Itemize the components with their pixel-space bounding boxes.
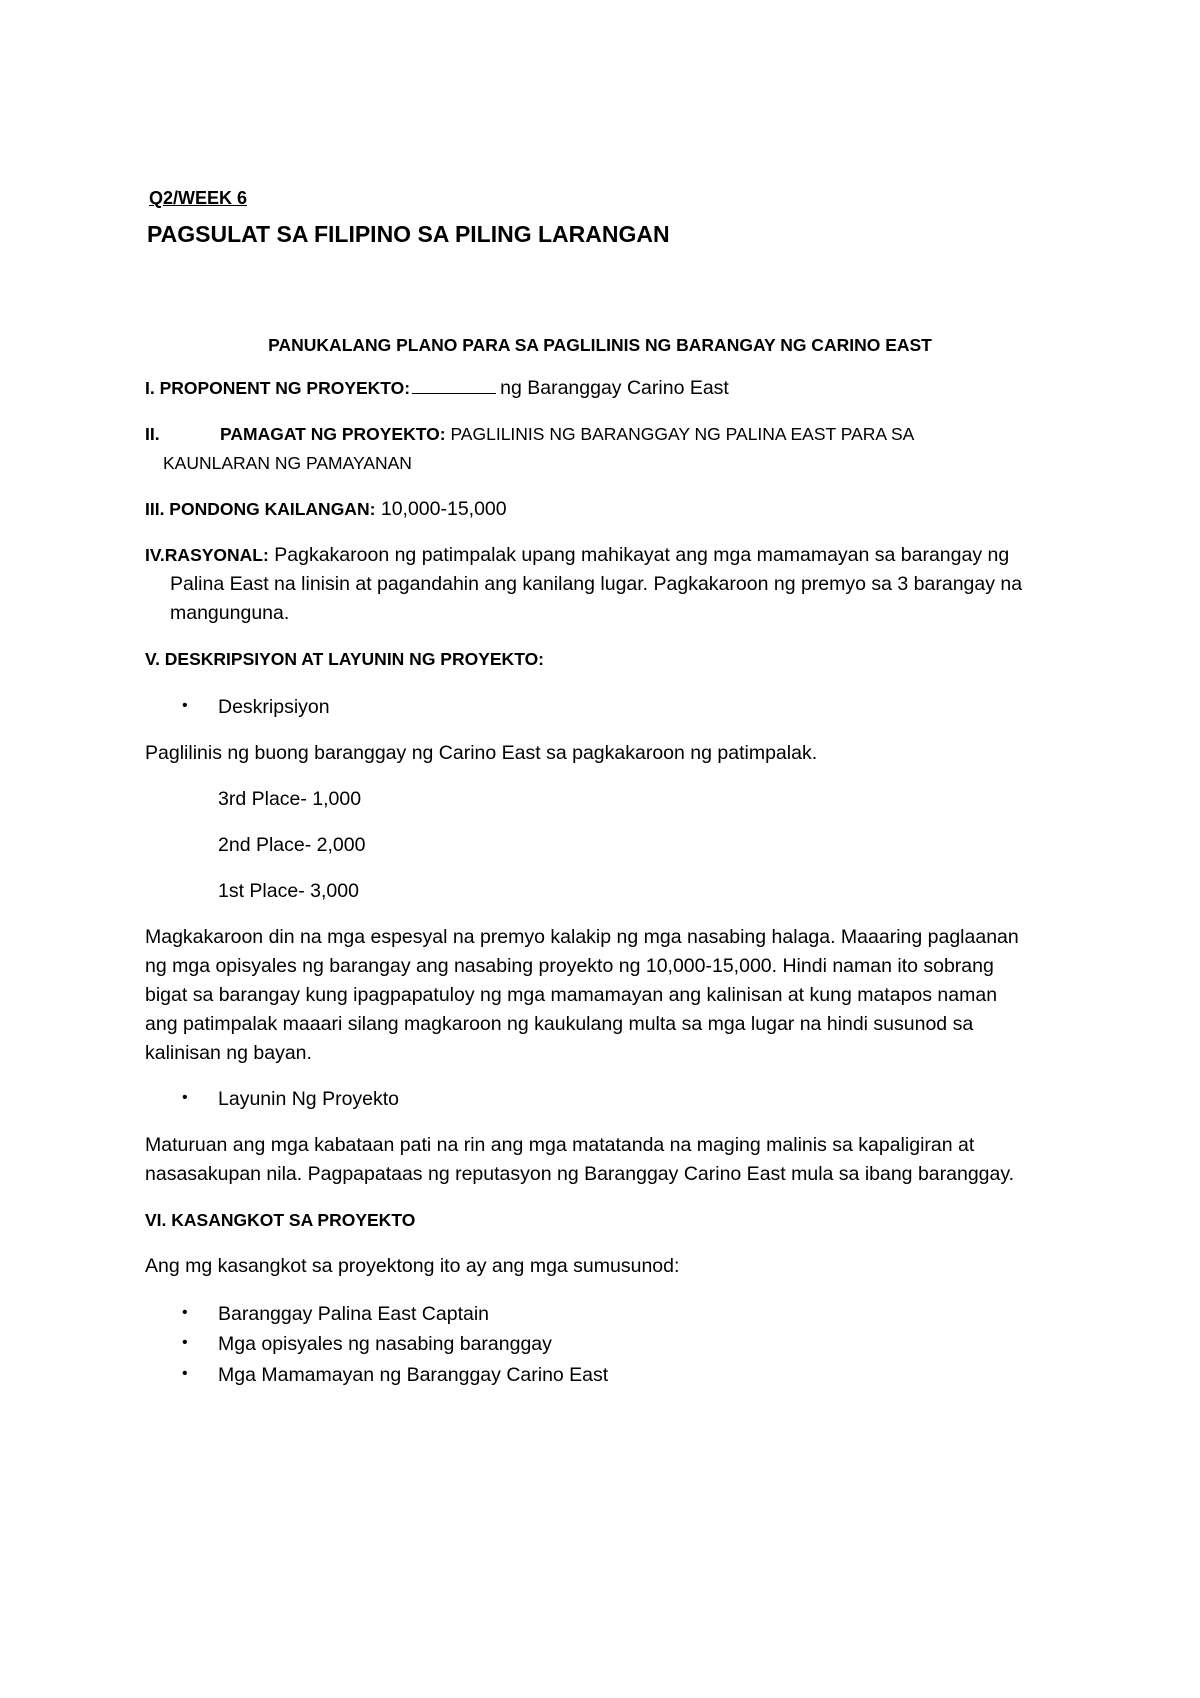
deskripsiyon-para-line: kalinisan ng bayan. <box>145 1042 312 1064</box>
section-pamagat-line2: KAUNLARAN NG PAMAYANAN <box>163 453 412 473</box>
bullet-icon: • <box>182 1089 188 1106</box>
bullet-icon: • <box>182 1365 188 1382</box>
prize-item: 2nd Place- 2,000 <box>218 834 366 856</box>
rasyonal-line3: mangunguna. <box>170 602 290 624</box>
section-label: RASYONAL: <box>164 545 269 565</box>
deskripsiyon-para-line: ng mga opisyales ng barangay ang nasabing proyekto ng 10,000-15,000. Hindi naman ito sobrang <box>145 955 994 977</box>
document-title: PANUKALANG PLANO PARA SA PAGLILINIS NG BARANGAY NG CARINO EAST <box>268 335 932 355</box>
bullet-icon: • <box>182 1334 188 1351</box>
section-label: III. PONDONG KAILANGAN: <box>145 499 376 519</box>
section-proponent <box>145 374 729 403</box>
bullet-icon: • <box>182 1304 188 1321</box>
section-number: II. <box>145 424 160 444</box>
section-rasyonal <box>145 541 1009 570</box>
section-text: PAGLILINIS NG BARANGGAY NG PALINA EAST PARA SA <box>450 424 915 444</box>
bullet-layunin: Layunin Ng Proyekto <box>218 1088 400 1110</box>
week-label: Q2/WEEK 6 <box>149 188 248 208</box>
bullet-icon: • <box>182 697 188 714</box>
prize-item: 1st Place- 3,000 <box>218 880 359 902</box>
kasangkot-item: Mga Mamamayan ng Baranggay Carino East <box>218 1364 609 1386</box>
section-pondo <box>145 495 507 524</box>
prize-item: 3rd Place- 1,000 <box>218 788 362 810</box>
bullet-deskripsiyon: Deskripsiyon <box>218 696 330 718</box>
subject-title: PAGSULAT SA FILIPINO SA PILING LARANGAN <box>147 221 670 247</box>
deskripsiyon-para-line: ang patimpalak maaari silang magkaroon ng kaukulang multa sa mga lugar na hindi susunod sa <box>145 1013 974 1035</box>
section-text: ng Baranggay Carino East <box>500 377 729 399</box>
layunin-para-line: nasasakupan nila. Pagpapataas ng reputasyon ng Baranggay Carino East mula sa ibang baranggay. <box>145 1163 1015 1185</box>
blank-line <box>412 377 496 394</box>
section-text: 10,000-15,000 <box>380 498 507 520</box>
section-number: IV. <box>145 545 165 565</box>
deskripsiyon-para-line: bigat sa barangay kung ipagpapatuloy ng mga mamamayan ang kalinisan at kung matapos naman <box>145 984 998 1006</box>
section-pamagat-line1 <box>220 420 914 449</box>
deskripsiyon-para-line: Magkakaroon din na mga espesyal na premyo kalakip ng mga nasabing halaga. Maaaring paglaanan <box>145 926 1019 948</box>
rasyonal-line2: Palina East na linisin at pagandahin ang kanilang lugar. Pagkakaroon ng premyo sa 3 barangay na <box>170 573 1023 595</box>
layunin-para-line: Maturuan ang mga kabataan pati na rin ang mga matatanda na maging malinis sa kapaligiran at <box>145 1134 975 1156</box>
deskripsiyon-intro: Paglilinis ng buong baranggay ng Carino East sa pagkakaroon ng patimpalak. <box>145 742 818 764</box>
section-kasangkot: VI. KASANGKOT SA PROYEKTO <box>145 1210 416 1230</box>
section-deskripsiyon-layunin: V. DESKRIPSIYON AT LAYUNIN NG PROYEKTO: <box>145 649 545 669</box>
section-label: I. PROPONENT NG PROYEKTO: <box>145 378 411 398</box>
kasangkot-intro: Ang mg kasangkot sa proyektong ito ay ang mga sumusunod: <box>145 1255 680 1277</box>
section-label: PAMAGAT NG PROYEKTO: <box>220 424 446 444</box>
kasangkot-item: Baranggay Palina East Captain <box>218 1303 490 1325</box>
kasangkot-item: Mga opisyales ng nasabing baranggay <box>218 1333 552 1355</box>
section-text: Pagkakaroon ng patimpalak upang mahikayat ang mga mamamayan sa barangay ng <box>274 544 1010 566</box>
section-pamagat <box>145 420 160 449</box>
